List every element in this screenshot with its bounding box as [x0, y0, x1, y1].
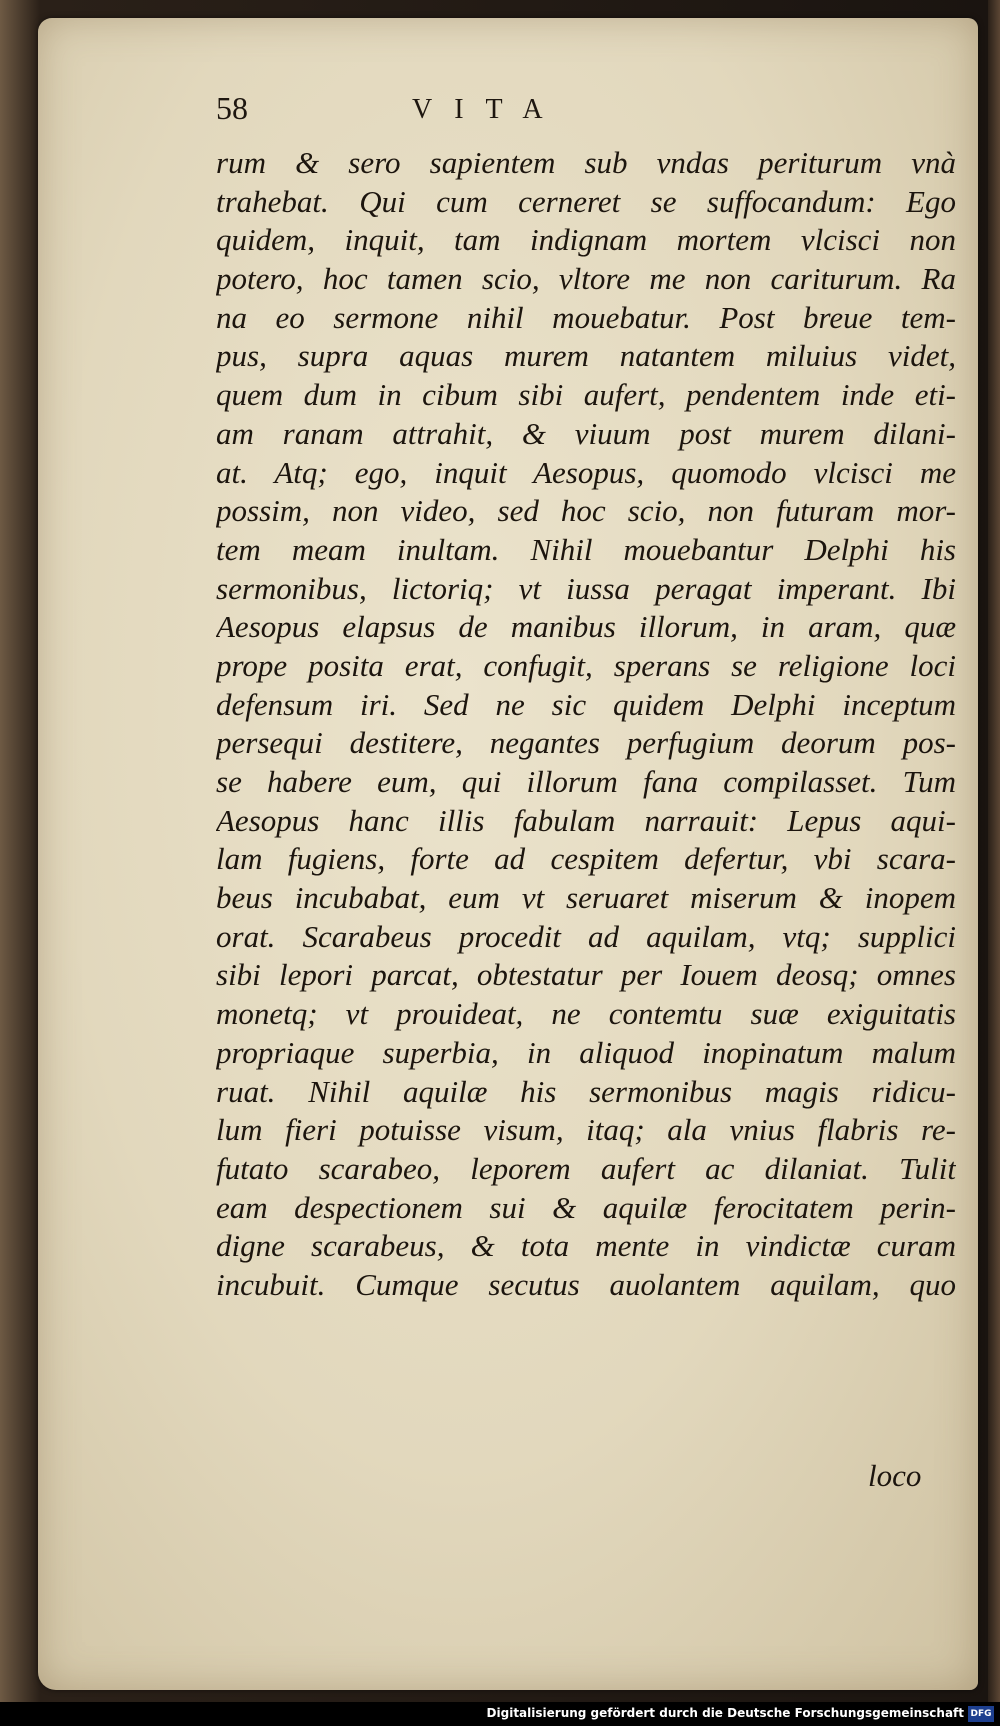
text-line: possim, non video, sed hoc scio, non futuram mor-: [216, 493, 956, 529]
text-line: orat. Scarabeus procedit ad aquilam, vtq; supplici: [216, 918, 956, 954]
page-header: [216, 90, 736, 140]
text-line: pus, supra aquas murem natantem miluius videt,: [216, 338, 956, 374]
text-line: propriaque superbia, in aliquod inopinatum malum: [216, 1034, 956, 1070]
text-line: sermonibus, lictoriq; vt iussa peragat imperant. Ibi: [216, 570, 956, 606]
text-line: quem dum in cibum sibi aufert, pendentem inde eti-: [216, 377, 956, 413]
text-line: se habere eum, qui illorum fana compilasset. Tum: [216, 764, 956, 799]
footer-credit: Digitalisierung gefördert durch die Deutsche Forschungsgemeinschaft: [486, 1706, 964, 1720]
text-line: na eo sermone nihil mouebatur. Post breue tem-: [216, 299, 956, 335]
text-line: tem meam inultam. Nihil mouebantur Delphi his: [216, 531, 956, 567]
text-line: digne scarabeus, & tota mente in vindictæ curam: [216, 1228, 956, 1264]
text-line: beus incubabat, eum vt seruaret miserum & inopem: [216, 880, 956, 916]
text-line: lam fugiens, forte ad cespitem defertur, vbi scara-: [216, 841, 956, 877]
running-title: VITA: [412, 94, 565, 125]
text-line: at. Atq; ego, inquit Aesopus, quomodo vlcisci me: [216, 454, 956, 490]
text-line: trahebat. Qui cum cerneret se suffocandum: Ego: [216, 183, 956, 219]
text-line: sibi lepori parcat, obtestatur per Iouem deosq; omnes: [216, 957, 956, 993]
text-line: ruat. Nihil aquilæ his sermonibus magis ridicu-: [216, 1073, 956, 1109]
text-line: defensum iri. Sed ne sic quidem Delphi inceptum: [216, 686, 956, 722]
body-text: [216, 144, 956, 1305]
catchword: loco: [868, 1458, 922, 1493]
page-number: 58: [216, 90, 248, 126]
dfg-logo-icon: DFG: [968, 1706, 994, 1722]
text-line: Aesopus elapsus de manibus illorum, in aram, quæ: [216, 609, 956, 645]
text-line: potero, hoc tamen scio, vltore me non cariturum. Ra: [216, 261, 956, 297]
book-edge: [988, 0, 1000, 1726]
text-line: incubuit. Cumque secutus auolantem aquilam, quo: [216, 1266, 956, 1302]
text-line: prope posita erat, confugit, sperans se religione loci: [216, 647, 956, 683]
text-line: monetq; vt prouideat, ne contemtu suæ exiguitatis: [216, 996, 956, 1032]
text-line: quidem, inquit, tam indignam mortem vlcisci non: [216, 222, 956, 258]
text-line: futato scarabeo, leporem aufert ac dilaniat. Tulit: [216, 1150, 956, 1186]
text-line: eam despectionem sui & aquilæ ferocitatem perin-: [216, 1189, 956, 1225]
text-line: lum fieri potuisse visum, itaq; ala vnius flabris re-: [216, 1112, 956, 1148]
text-line: am ranam attrahit, & viuum post murem dilani-: [216, 415, 956, 451]
text-line: rum & sero sapientem sub vndas periturum vnà: [216, 145, 956, 180]
text-line: Aesopus hanc illis fabulam narrauit: Lepus aqui-: [216, 802, 956, 838]
footer-bar: [0, 1702, 1000, 1726]
text-line: persequi destitere, negantes perfugium deorum pos-: [216, 725, 956, 761]
